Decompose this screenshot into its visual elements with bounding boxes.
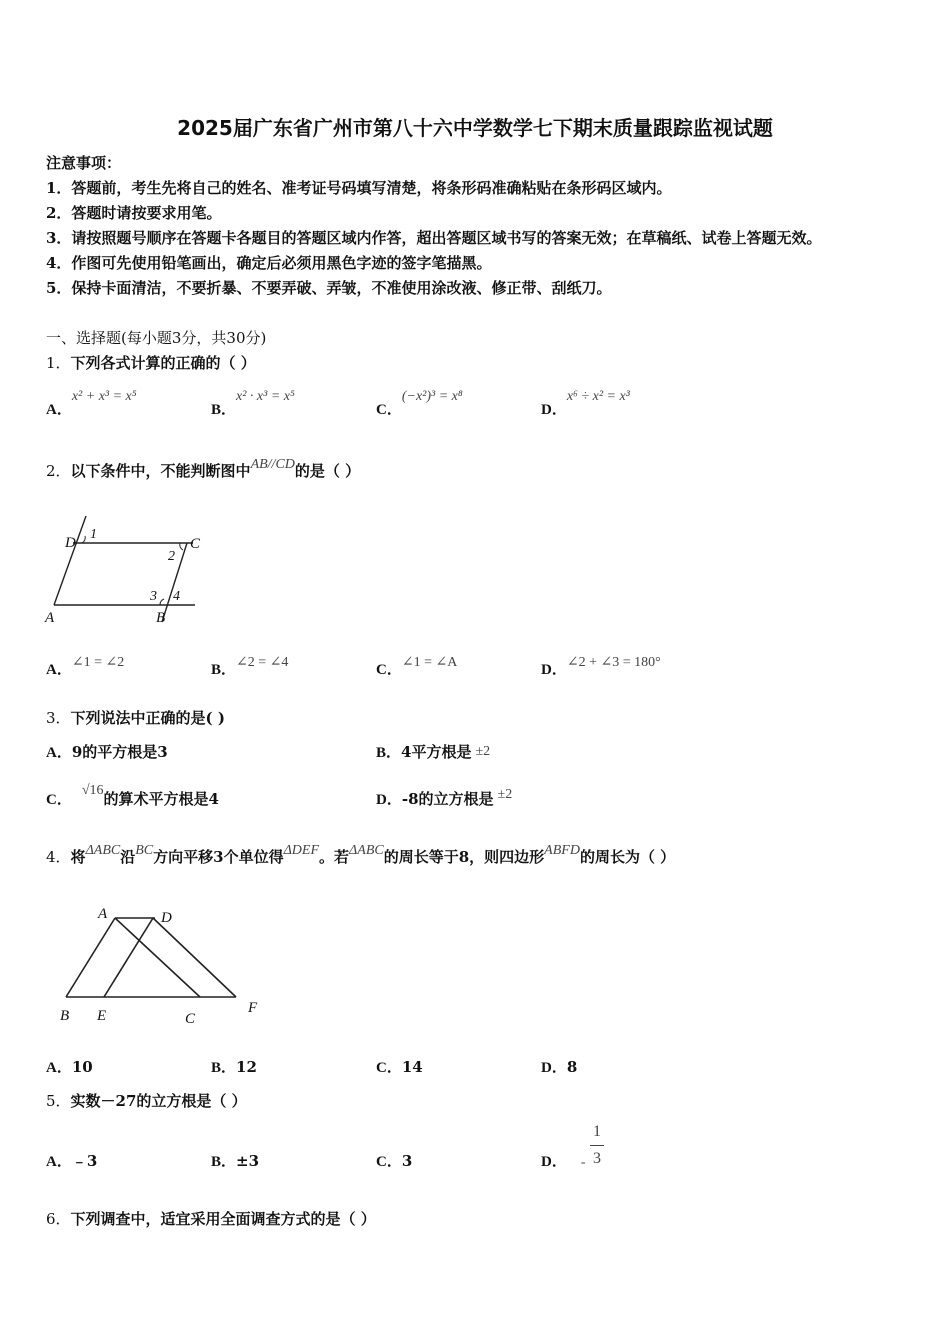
q1-option-d [541,384,630,418]
option-text: -8的立方根是 [401,790,494,808]
notice-item: 4．作图可先使用铅笔画出，确定后必须用黑色字迹的签字笔描黑。 [46,254,492,272]
option-label: C． [376,402,402,418]
page-title: 2025届广东省广州市第八十六中学数学七下期末质量跟踪监视试题 [177,116,773,140]
option-label: C． [46,792,72,808]
notice-item: 5．保持卡面清洁，不要折暴、不要弄破、弄皱，不准使用涂改液、修正带、刮纸刀。 [46,279,612,297]
q4-option-d [541,1056,577,1077]
label-b: B [156,610,166,626]
option-label: D． [376,792,402,808]
line-ab [66,918,115,997]
label-a: A [45,610,55,626]
option-math: ∠1 = ∠A [401,655,458,670]
question-stem: 下列调查中，适宜采用全面调查方式的是（ ） [70,1210,376,1228]
stem-math: AB//CD [250,457,295,472]
option-text: 8 [566,1058,578,1076]
q3-option-d [376,788,512,809]
stem-math: BC [135,843,154,858]
option-math: x² + x³ = x⁵ [71,389,137,404]
option-math: √16 [81,783,104,798]
label-angle-4: 4 [173,589,180,604]
notice-heading: 注意事项： [46,154,122,172]
fraction-denominator: 3 [593,1150,601,1167]
question-stem: 以下条件中，不能判断图中 [70,462,251,480]
q2-option-d [541,650,661,678]
option-math: (−x²)³ = x⁸ [401,389,463,404]
label-angle-3: 3 [150,589,157,604]
option-label: D． [541,402,567,418]
option-math: x⁶ ÷ x² = x³ [566,389,630,404]
q1-option-c [376,384,463,418]
option-label: B． [211,1154,237,1170]
question-2 [46,457,361,481]
q5-option-b [211,1150,259,1171]
option-label: C． [376,1154,402,1170]
notice-item: 1．答题前，考生先将自己的姓名、准考证号码填写清楚，将条形码准确粘贴在条形码区域内。 [46,179,672,197]
question-number: 3． [46,709,71,727]
question-number: 1． [46,354,71,372]
fraction-bar [590,1145,604,1146]
option-text: ±3 [236,1152,260,1170]
stem-math: ABFD [544,843,580,858]
q2-option-b [211,650,289,678]
option-text: 的算术平方根是4 [103,790,219,808]
label-a: A [98,906,108,922]
stem-math: ΔDEF [283,843,320,858]
q5-option-d [541,1150,586,1171]
option-text: 4平方根是 [401,743,472,761]
question-number: 2． [46,462,71,480]
question-stem: 的周长为（ ） [579,848,676,866]
option-label: B． [376,745,402,761]
option-label: B． [211,1060,237,1076]
label-angle-2: 2 [168,549,175,564]
option-label: A． [46,662,72,678]
option-label: D． [541,662,567,678]
q3-option-a [46,741,168,762]
option-label: A． [46,1154,72,1170]
label-f: F [248,1000,258,1016]
question-number: 4． [46,848,71,866]
parallelogram-figure [40,510,210,630]
notice-item: 2．答题时请按要求用笔。 [46,204,222,222]
q3-option-c [46,780,219,808]
q1-option-b [211,384,295,418]
label-d: D [65,535,76,551]
notice-item: 3．请按照题号顺序在答题卡各题目的答题区域内作答，超出答题区域书写的答案无效；在草稿纸、试卷上答题无效。 [46,229,822,247]
question-stem: 将 [70,848,86,866]
q2-option-c [376,650,458,678]
section-heading: 一、选择题(每小题3分，共30分) [46,329,267,347]
option-text: 14 [401,1058,423,1076]
q2-option-a [46,650,125,678]
option-text: 10 [71,1058,93,1076]
option-math: ∠2 = ∠4 [236,655,289,670]
option-label: D． [541,1154,567,1170]
question-stem: 沿 [120,848,136,866]
question-stem: 的是（ ） [294,462,361,480]
label-b: B [60,1008,70,1024]
q4-option-a [46,1056,93,1077]
q4-option-b [211,1056,257,1077]
angle-2-arc [180,543,183,550]
translation-figure [50,902,270,1032]
option-label: B． [211,662,237,678]
label-c: C [190,536,201,552]
option-label: C． [376,1060,402,1076]
label-d: D [161,910,172,926]
label-c: C [185,1011,196,1027]
question-5 [46,1090,247,1111]
option-label: A． [46,402,72,418]
option-text: 3 [401,1152,413,1170]
fraction-numerator: 1 [593,1123,601,1140]
angle-1-arc [82,536,85,543]
question-4 [46,843,676,867]
option-label: D． [541,1060,567,1076]
question-1 [46,352,256,373]
label-angle-1: 1 [90,527,97,542]
question-stem: 实数－27的立方根是（ ） [70,1092,247,1110]
option-label: A． [46,1060,72,1076]
question-stem: 方向平移3个单位得 [153,848,284,866]
option-label: A． [46,745,72,761]
option-math: ±2 [475,744,491,759]
question-number: 5． [46,1092,71,1110]
option-math: - [580,1155,586,1170]
q3-option-b [376,741,490,762]
question-stem: 下列各式计算的正确的（ ） [70,354,256,372]
label-e: E [97,1008,107,1024]
q5-option-a [46,1150,97,1171]
question-stem: 的周长等于8，则四边形 [383,848,545,866]
option-text: 12 [236,1058,257,1076]
question-3 [46,707,225,728]
question-number: 6． [46,1210,71,1228]
stem-math: ΔABC [85,843,121,858]
option-label: C． [376,662,402,678]
option-math: ∠1 = ∠2 [71,655,125,670]
q1-option-a [46,384,137,418]
line-df [153,918,236,997]
question-stem: 下列说法中正确的是( ) [70,709,225,727]
question-6 [46,1208,376,1229]
option-text: ﹣3 [71,1152,98,1170]
angle-3-arc [160,599,164,605]
option-math: ∠2 + ∠3 = 180° [566,655,661,670]
q4-option-c [376,1056,423,1077]
option-math: x² · x³ = x⁵ [236,389,295,404]
q5-option-c [376,1150,412,1171]
option-text: 9的平方根是3 [71,743,168,761]
question-stem: 。若 [319,848,350,866]
option-label: B． [211,402,237,418]
line-ad [54,516,86,605]
stem-math: ΔABC [349,843,384,858]
option-math: ±2 [497,787,513,802]
